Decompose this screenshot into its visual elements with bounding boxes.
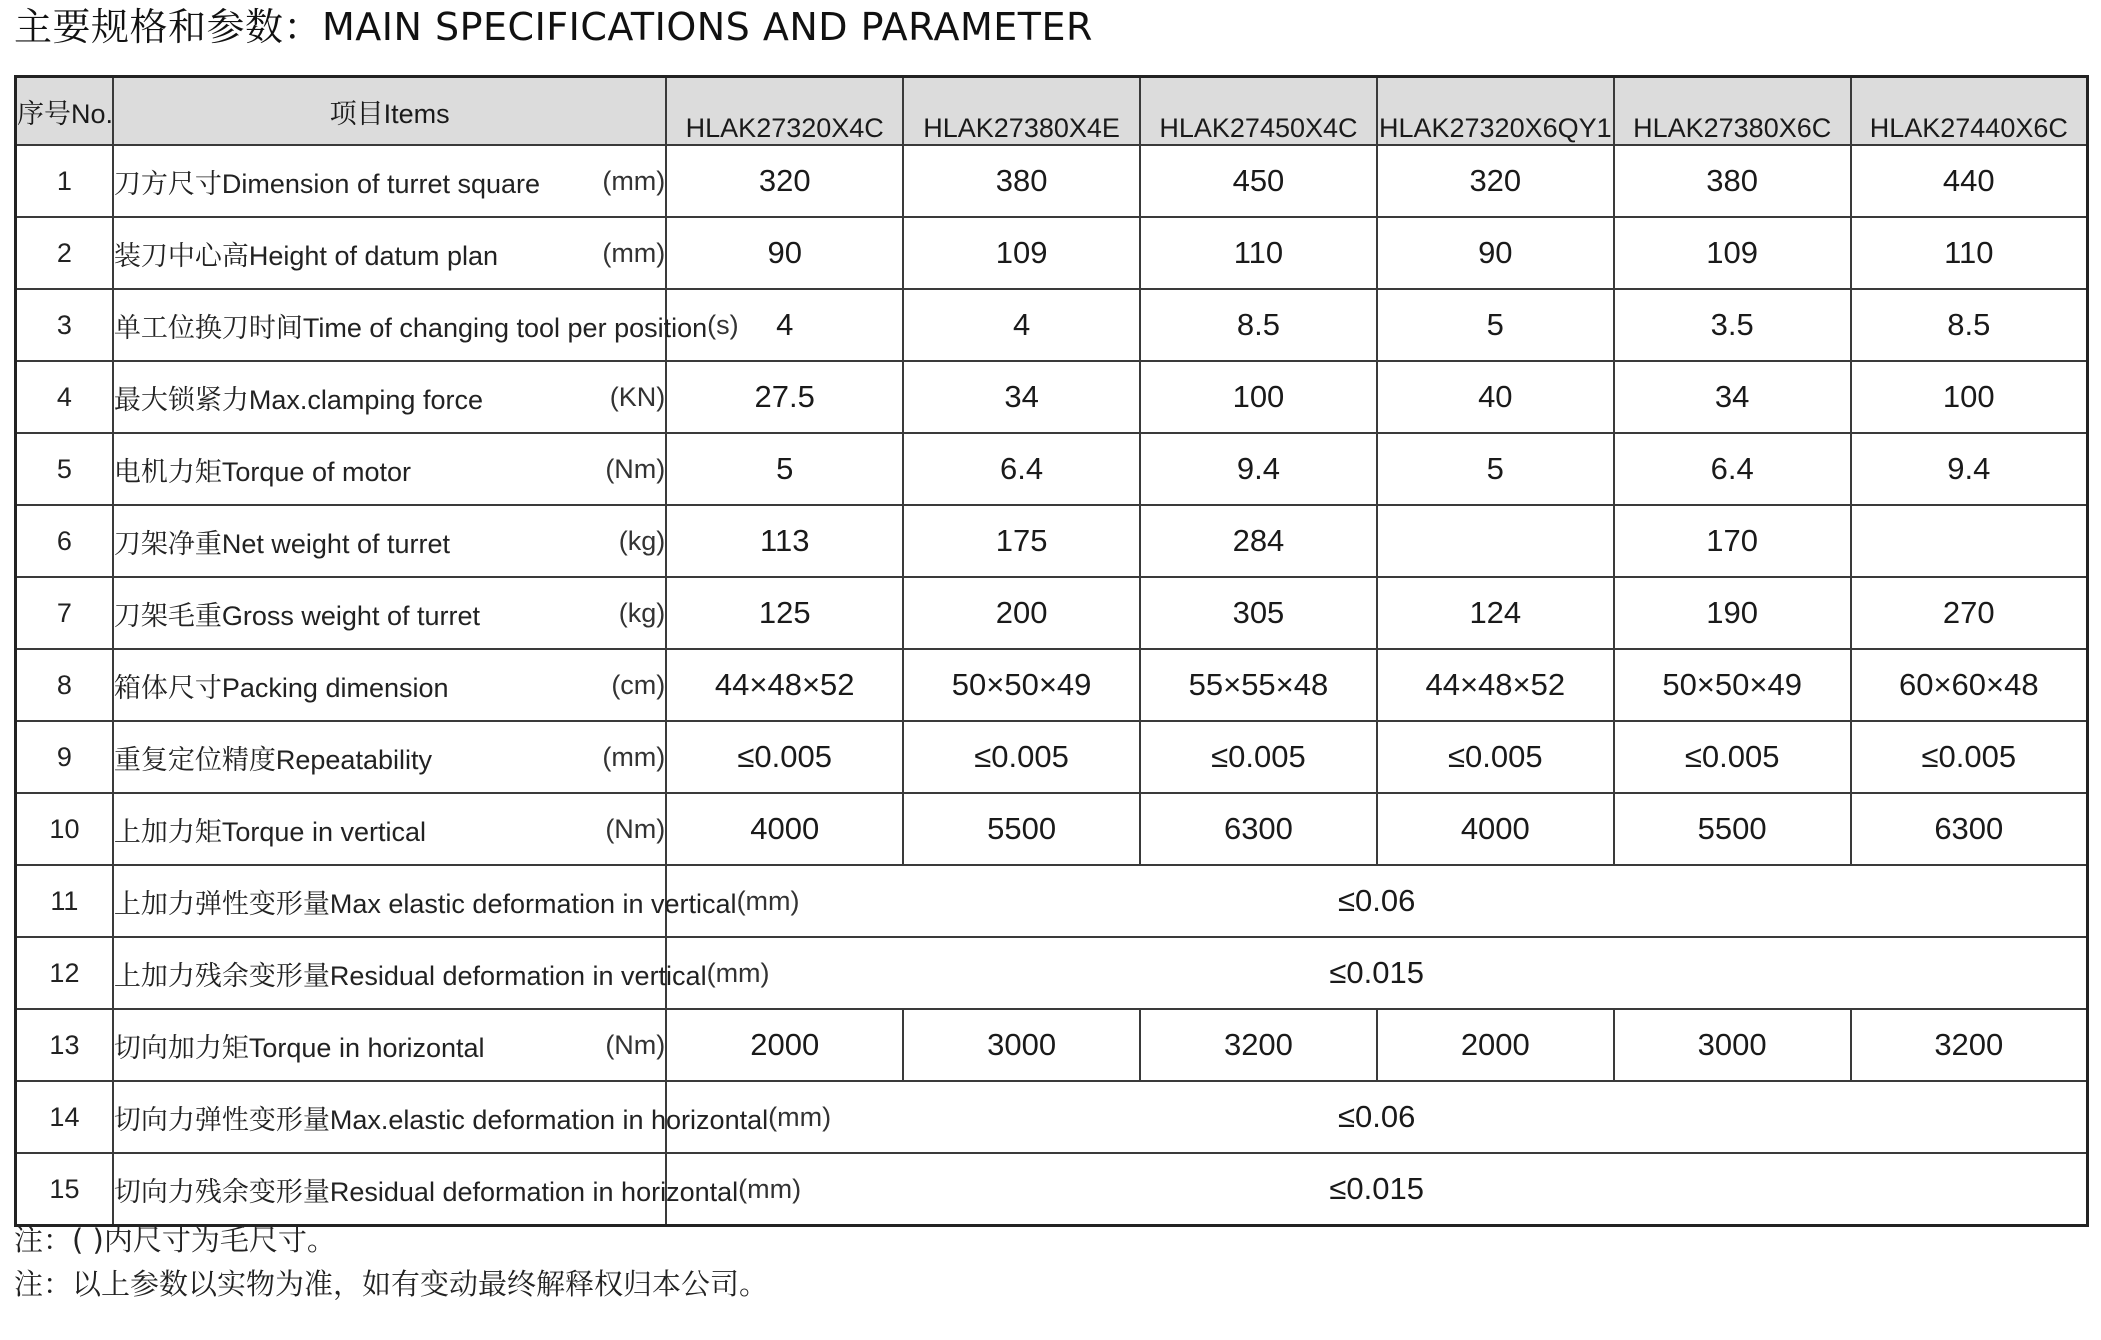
item-cell xyxy=(113,145,666,217)
item-cell xyxy=(113,721,666,793)
value-cell: 40 xyxy=(1377,361,1614,433)
item-label: 最大锁紧力Max.clamping force xyxy=(113,384,483,415)
value-cell: 9.4 xyxy=(1851,433,2088,505)
row-number: 8 xyxy=(16,649,113,721)
value-cell: 124 xyxy=(1377,577,1614,649)
header-model: HLAK27450X4C xyxy=(1140,77,1377,146)
item-label: 箱体尺寸Packing dimension xyxy=(113,672,449,703)
value-cell: 9.4 xyxy=(1140,433,1377,505)
item-unit: (mm) xyxy=(602,741,666,772)
table-row xyxy=(16,793,2088,865)
value-cell: 190 xyxy=(1614,577,1851,649)
value-cell: 284 xyxy=(1140,505,1377,577)
value-cell: 170 xyxy=(1614,505,1851,577)
value-cell: 5500 xyxy=(1614,793,1851,865)
item-label: 切向加力矩Torque in horizontal xyxy=(113,1032,485,1063)
value-cell: 6300 xyxy=(1140,793,1377,865)
value-cell: 44×48×52 xyxy=(666,649,903,721)
value-cell: 4 xyxy=(666,289,903,361)
value-cell: 109 xyxy=(1614,217,1851,289)
value-cell: 200 xyxy=(903,577,1140,649)
header-model: HLAK27440X6C xyxy=(1851,77,2088,146)
item-label: 切向力残余变形量Residual deformation in horizontal xyxy=(113,1176,739,1207)
item-unit: (Nm) xyxy=(605,813,666,844)
item-cell xyxy=(113,577,666,649)
value-cell: 6300 xyxy=(1851,793,2088,865)
value-cell xyxy=(1377,505,1614,577)
value-cell: 320 xyxy=(666,145,903,217)
item-label: 刀架净重Net weight of turret xyxy=(113,528,450,559)
value-cell: 2000 xyxy=(1377,1009,1614,1081)
value-cell: 100 xyxy=(1851,361,2088,433)
value-cell: 4000 xyxy=(1377,793,1614,865)
value-cell: 3000 xyxy=(903,1009,1140,1081)
merged-value-cell: ≤0.015 xyxy=(666,1153,2087,1226)
value-cell: ≤0.005 xyxy=(903,721,1140,793)
value-cell: 90 xyxy=(666,217,903,289)
item-label: 单工位换刀时间Time of changing tool per position xyxy=(113,312,708,343)
item-label: 重复定位精度Repeatability xyxy=(113,744,432,775)
spec-table xyxy=(14,75,2089,1227)
header-model: HLAK27380X6C xyxy=(1614,77,1851,146)
table-row xyxy=(16,289,2088,361)
value-cell: 8.5 xyxy=(1140,289,1377,361)
value-cell: ≤0.005 xyxy=(1851,721,2088,793)
value-cell: 4 xyxy=(903,289,1140,361)
table-row xyxy=(16,361,2088,433)
table-row xyxy=(16,1153,2088,1226)
item-unit: (mm) xyxy=(602,237,666,268)
item-cell xyxy=(113,649,666,721)
value-cell xyxy=(1851,505,2088,577)
value-cell: 6.4 xyxy=(1614,433,1851,505)
value-cell: 110 xyxy=(1851,217,2088,289)
item-label: 上加力矩Torque in vertical xyxy=(113,816,426,847)
item-unit: (kg) xyxy=(618,525,666,556)
value-cell: 5 xyxy=(1377,433,1614,505)
merged-value-cell: ≤0.015 xyxy=(666,937,2087,1009)
row-number: 5 xyxy=(16,433,113,505)
row-number: 12 xyxy=(16,937,113,1009)
item-unit: (mm) xyxy=(768,1101,832,1132)
item-cell xyxy=(113,505,666,577)
item-cell xyxy=(113,1153,802,1226)
table-row xyxy=(16,433,2088,505)
value-cell: 113 xyxy=(666,505,903,577)
item-unit: (mm) xyxy=(602,165,666,196)
value-cell: 4000 xyxy=(666,793,903,865)
item-unit: (cm) xyxy=(611,669,666,700)
value-cell: 5 xyxy=(666,433,903,505)
item-unit: (mm) xyxy=(738,1173,802,1204)
item-cell xyxy=(113,433,666,505)
table-row xyxy=(16,721,2088,793)
item-cell xyxy=(113,289,739,361)
row-number: 11 xyxy=(16,865,113,937)
row-number: 10 xyxy=(16,793,113,865)
value-cell: 175 xyxy=(903,505,1140,577)
row-number: 9 xyxy=(16,721,113,793)
row-number: 2 xyxy=(16,217,113,289)
value-cell: 380 xyxy=(1614,145,1851,217)
header-items: 项目Items xyxy=(113,77,666,146)
value-cell: 125 xyxy=(666,577,903,649)
item-label: 装刀中心高Height of datum plan xyxy=(113,240,499,271)
table-row xyxy=(16,1009,2088,1081)
item-label: 刀架毛重Gross weight of turret xyxy=(113,600,480,631)
value-cell: 5500 xyxy=(903,793,1140,865)
value-cell: 3.5 xyxy=(1614,289,1851,361)
merged-value-cell: ≤0.06 xyxy=(666,1081,2087,1153)
row-number: 4 xyxy=(16,361,113,433)
value-cell: 60×60×48 xyxy=(1851,649,2088,721)
row-number: 7 xyxy=(16,577,113,649)
item-label: 上加力残余变形量Residual deformation in vertical xyxy=(113,960,707,991)
table-row xyxy=(16,145,2088,217)
item-unit: (mm) xyxy=(736,885,800,916)
item-cell xyxy=(113,1081,832,1153)
value-cell: ≤0.005 xyxy=(666,721,903,793)
table-row xyxy=(16,937,2088,1009)
item-unit: (kg) xyxy=(618,597,666,628)
table-row xyxy=(16,577,2088,649)
item-unit: (mm) xyxy=(706,957,770,988)
item-unit: (Nm) xyxy=(605,1029,666,1060)
row-number: 13 xyxy=(16,1009,113,1081)
value-cell: 50×50×49 xyxy=(903,649,1140,721)
value-cell: 110 xyxy=(1140,217,1377,289)
header-model: HLAK27320X6QY1 xyxy=(1377,77,1614,146)
value-cell: 440 xyxy=(1851,145,2088,217)
row-number: 3 xyxy=(16,289,113,361)
table-row xyxy=(16,505,2088,577)
value-cell: 450 xyxy=(1140,145,1377,217)
value-cell: 2000 xyxy=(666,1009,903,1081)
value-cell: 55×55×48 xyxy=(1140,649,1377,721)
notes xyxy=(14,1218,768,1306)
value-cell: 5 xyxy=(1377,289,1614,361)
item-cell xyxy=(113,793,666,865)
item-cell xyxy=(113,937,770,1009)
header-model: HLAK27320X4C xyxy=(666,77,903,146)
table-row xyxy=(16,865,2088,937)
item-cell xyxy=(113,865,800,937)
value-cell: 100 xyxy=(1140,361,1377,433)
value-cell: 320 xyxy=(1377,145,1614,217)
item-label: 刀方尺寸Dimension of turret square xyxy=(113,168,541,199)
value-cell: 34 xyxy=(903,361,1140,433)
note-line: 注：以上参数以实物为准，如有变动最终解释权归本公司。 xyxy=(14,1267,769,1301)
value-cell: 3200 xyxy=(1851,1009,2088,1081)
value-cell: 270 xyxy=(1851,577,2088,649)
page-title: 主要规格和参数：MAIN SPECIFICATIONS AND PARAMETER xyxy=(14,5,1093,49)
value-cell: 8.5 xyxy=(1851,289,2088,361)
value-cell: ≤0.005 xyxy=(1377,721,1614,793)
value-cell: 6.4 xyxy=(903,433,1140,505)
table-row xyxy=(16,1081,2088,1153)
table-row xyxy=(16,649,2088,721)
header-row xyxy=(16,77,2088,146)
row-number: 6 xyxy=(16,505,113,577)
row-number: 1 xyxy=(16,145,113,217)
item-label: 切向力弹性变形量Max.elastic deformation in horizontal xyxy=(113,1104,769,1135)
item-label: 电机力矩Torque of motor xyxy=(113,456,411,487)
value-cell: 109 xyxy=(903,217,1140,289)
item-unit: (KN) xyxy=(609,381,666,412)
value-cell: 305 xyxy=(1140,577,1377,649)
value-cell: 90 xyxy=(1377,217,1614,289)
value-cell: ≤0.005 xyxy=(1140,721,1377,793)
item-cell xyxy=(113,217,666,289)
value-cell: 27.5 xyxy=(666,361,903,433)
value-cell: 44×48×52 xyxy=(1377,649,1614,721)
value-cell: 3200 xyxy=(1140,1009,1377,1081)
item-unit: (Nm) xyxy=(605,453,666,484)
item-unit: (s) xyxy=(707,309,739,340)
header-model: HLAK27380X4E xyxy=(903,77,1140,146)
value-cell: 50×50×49 xyxy=(1614,649,1851,721)
header-no: 序号No. xyxy=(16,77,113,146)
value-cell: 380 xyxy=(903,145,1140,217)
item-label: 上加力弹性变形量Max elastic deformation in vertical xyxy=(113,888,737,919)
merged-value-cell: ≤0.06 xyxy=(666,865,2087,937)
value-cell: 34 xyxy=(1614,361,1851,433)
item-cell xyxy=(113,361,666,433)
item-cell xyxy=(113,1009,666,1081)
table-row xyxy=(16,217,2088,289)
value-cell: ≤0.005 xyxy=(1614,721,1851,793)
spec-table-body xyxy=(16,145,2088,1226)
note-line: 注：( )内尺寸为毛尺寸。 xyxy=(14,1223,336,1257)
row-number: 15 xyxy=(16,1153,113,1226)
value-cell: 3000 xyxy=(1614,1009,1851,1081)
row-number: 14 xyxy=(16,1081,113,1153)
